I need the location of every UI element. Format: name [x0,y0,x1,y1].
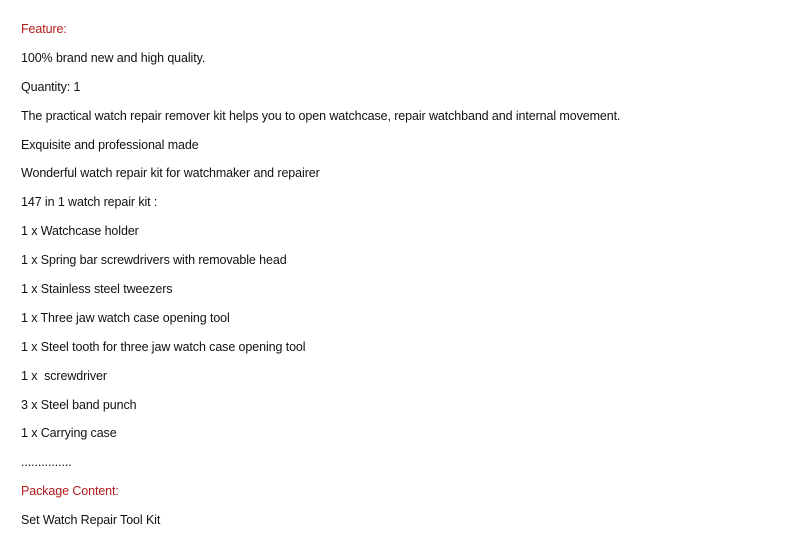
kit-item: 1 x Steel tooth for three jaw watch case opening tool [21,339,306,354]
kit-item: 3 x Steel band punch [21,397,137,412]
kit-item: 1 x Carrying case [21,426,117,441]
feature-line: Wonderful watch repair kit for watchmaker and repairer [21,166,320,181]
feature-line: 147 in 1 watch repair kit : [21,195,158,210]
feature-line: 100% brand new and high quality. [21,50,206,65]
ellipsis-line: ............... [21,455,72,470]
package-heading: Package Content: [21,484,119,499]
kit-item: 1 x Watchcase holder [21,224,139,239]
package-item: Set Watch Repair Tool Kit [21,513,161,528]
feature-heading: Feature: [21,22,67,36]
kit-item: 1 x Stainless steel tweezers [21,282,173,297]
feature-line: The practical watch repair remover kit helps you to open watchcase, repair watchband and internal movement. [21,108,621,123]
kit-item: 1 x Spring bar screwdrivers with removable head [21,253,287,268]
feature-line: Quantity: 1 [21,79,81,94]
kit-item: 1 x screwdriver [21,368,107,383]
feature-line: Exquisite and professional made [21,137,199,152]
product-description [21,19,781,539]
kit-item: 1 x Three jaw watch case opening tool [21,310,230,325]
